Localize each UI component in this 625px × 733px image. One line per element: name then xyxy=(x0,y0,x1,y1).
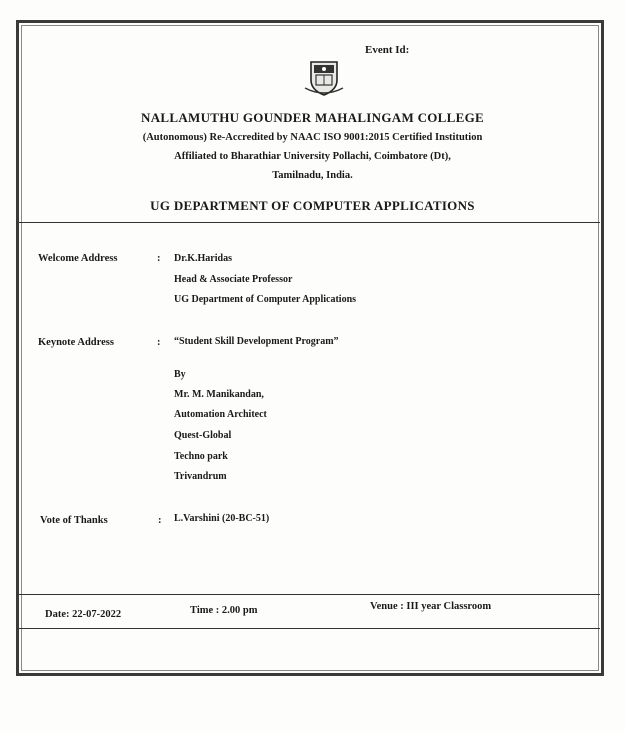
accreditation-line: (Autonomous) Re-Accredited by NAAC ISO 9001:2015 Certified Institution xyxy=(142,132,483,143)
welcome-speaker-department: UG Department of Computer Applications xyxy=(174,294,357,305)
location-line: Tamilnadu, India. xyxy=(272,170,353,181)
footer-bottom-divider xyxy=(19,628,600,629)
welcome-speaker-name: Dr.K.Haridas xyxy=(174,253,232,264)
keynote-speaker-name: Mr. M. Manikandan, xyxy=(174,389,264,400)
college-emblem-icon xyxy=(303,58,345,98)
keynote-speaker-role: Automation Architect xyxy=(174,409,267,420)
welcome-address-label: Welcome Address xyxy=(38,253,118,264)
keynote-speaker-company: Quest-Global xyxy=(174,430,232,441)
event-time: Time : 2.00 pm xyxy=(190,605,258,616)
affiliation-line: Affiliated to Bharathiar University Pollachi, Coimbatore (Dt), xyxy=(174,151,451,162)
keynote-speaker-place: Techno park xyxy=(174,451,228,462)
keynote-by: By xyxy=(174,369,186,380)
college-name: NALLAMUTHU GOUNDER MAHALINGAM COLLEGE xyxy=(141,110,484,125)
header-divider xyxy=(19,222,600,223)
thanks-colon: : xyxy=(158,515,162,526)
vote-of-thanks-label: Vote of Thanks xyxy=(40,515,108,526)
keynote-address-label: Keynote Address xyxy=(38,337,114,348)
event-date: Date: 22-07-2022 xyxy=(45,609,122,620)
event-id-label: Event Id: xyxy=(365,44,410,56)
event-venue: Venue : III year Classroom xyxy=(370,601,492,612)
thanks-speaker-name: L.Varshini (20-BC-51) xyxy=(174,513,270,524)
welcome-speaker-designation: Head & Associate Professor xyxy=(174,274,293,285)
keynote-title: “Student Skill Development Program” xyxy=(174,336,339,347)
welcome-colon: : xyxy=(157,253,161,264)
department-title: UG DEPARTMENT OF COMPUTER APPLICATIONS xyxy=(150,198,475,213)
keynote-speaker-city: Trivandrum xyxy=(174,471,227,482)
footer-top-divider xyxy=(19,594,600,595)
keynote-colon: : xyxy=(157,337,161,348)
